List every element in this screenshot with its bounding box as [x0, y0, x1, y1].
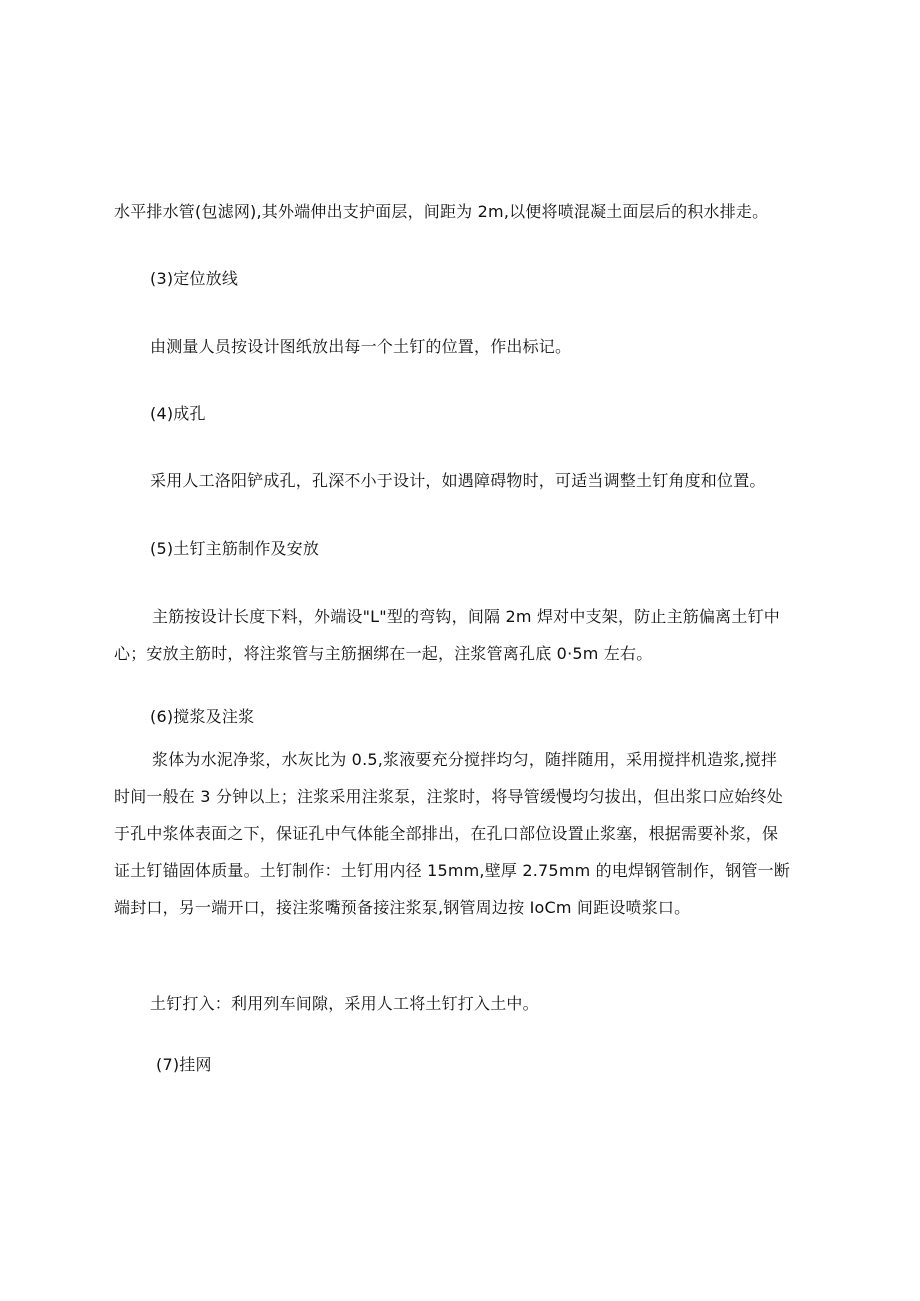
paragraph-grouting — [114, 741, 814, 926]
paragraph-grouting-line-2: 时间一般在 3 分钟以上；注浆采用注浆泵，注浆时，将导管缓慢均匀拔出，但出浆口应始终处 — [114, 787, 783, 806]
paragraph-grouting-line-4: 证土钉锚固体质量。土钉制作：土钉用内径 15mm,壁厚 2.75mm 的电焊钢管制作，钢管一断 — [114, 861, 791, 880]
paragraph-nail-driving: 土钉打入：利用列车间隙，采用人工将土钉打入土中。 — [150, 994, 539, 1013]
paragraph-grouting-line-5: 端封口，另一端开口，接注浆嘴预备接注浆泵,钢管周边按 IoCm 间距设喷浆口。 — [114, 898, 691, 917]
paragraph-rebar-line-2: 心；安放主筋时，将注浆管与主筋捆绑在一起，注浆管离孔底 0·5m 左右。 — [114, 644, 653, 663]
paragraph-grouting-line-1: 浆体为水泥净浆，水灰比为 0.5,浆液要充分搅拌均匀，随拌随用，采用搅拌机造浆,搅拌 — [152, 750, 778, 769]
heading-6-grouting: (6)搅浆及注浆 — [150, 707, 255, 726]
heading-5-rebar: (5)土钉主筋制作及安放 — [150, 539, 320, 558]
heading-3-positioning: (3)定位放线 — [150, 269, 239, 288]
paragraph-drilling: 采用人工洛阳铲成孔，孔深不小于设计，如遇障碍物时，可适当调整土钉角度和位置。 — [150, 471, 766, 490]
paragraph-grouting-line-3: 于孔中浆体表面之下，保证孔中气体能全部排出，在孔口部位设置止浆塞，根据需要补浆，保 — [114, 824, 779, 843]
paragraph-positioning: 由测量人员按设计图纸放出每一个土钉的位置，作出标记。 — [150, 337, 572, 356]
heading-4-drilling: (4)成孔 — [150, 404, 206, 423]
paragraph-rebar — [114, 598, 814, 672]
paragraph-rebar-line-1: 主筋按设计长度下料，外端设"L"型的弯钩，间隔 2m 焊对中支架，防止主筋偏离土钉中 — [152, 607, 780, 626]
heading-7-mesh: (7)挂网 — [156, 1055, 212, 1074]
paragraph-drainage: 水平排水管(包滤网),其外端伸出支护面层，间距为 2m,以便将喷混凝土面层后的积水排走。 — [114, 202, 769, 221]
